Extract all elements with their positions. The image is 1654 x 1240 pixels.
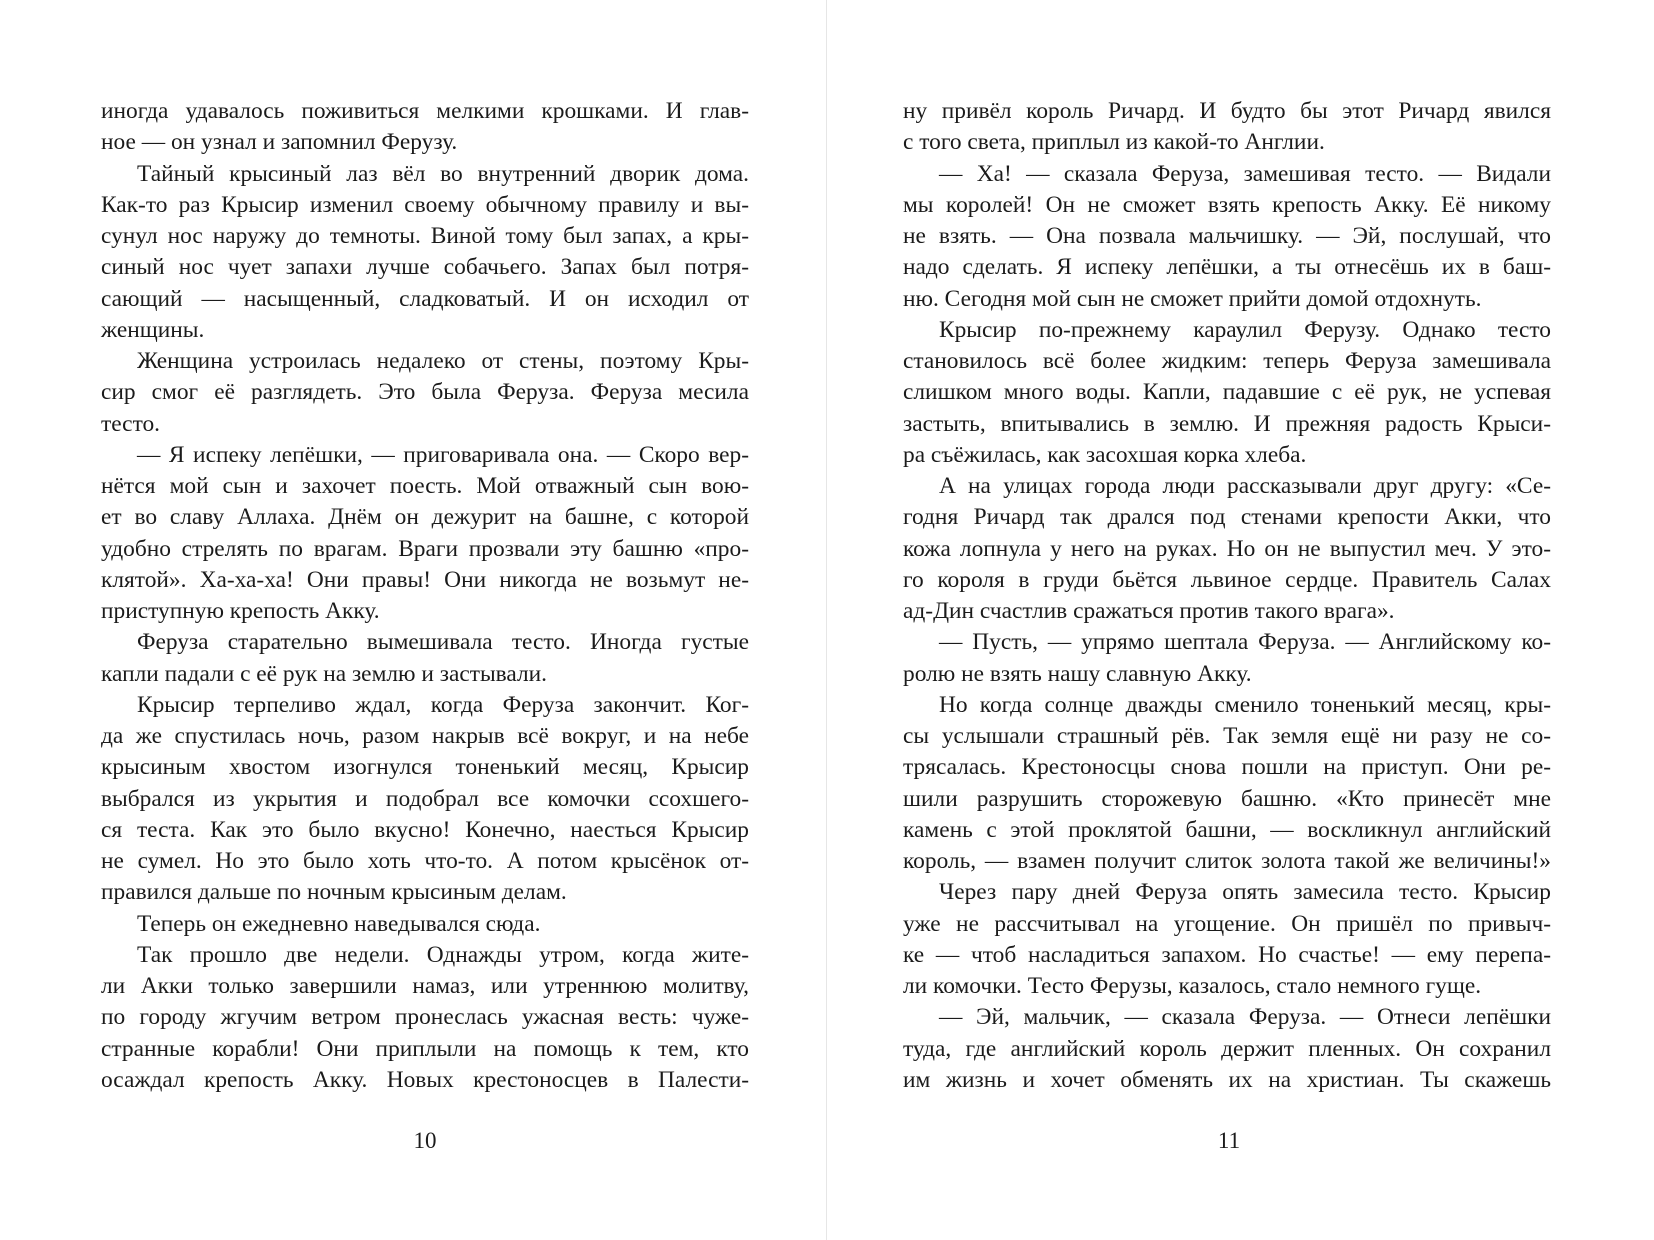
text-line: А на улицах города люди рассказывали друг другу: «Се-	[939, 473, 1551, 499]
text-line: с того света, приплыл из какой-то Англии.	[903, 129, 1325, 156]
text-line: не взять. — Она позвала мальчишку. — Эй, послушай, что	[903, 223, 1551, 249]
text-line: клятой». Ха-ха-ха! Они правы! Они никогда не возьмут не-	[101, 566, 749, 593]
right-page	[827, 0, 1654, 1240]
text-line: ное — он узнал и запомнил Ферузу.	[101, 129, 458, 156]
text-line: сающий — насыщенный, сладковатый. И он исходил от	[101, 285, 749, 312]
text-line: иногда удавалось поживиться мелкими крошками. И глав-	[101, 98, 749, 124]
text-line: Тайный крысиный лаз вёл во внутренний дворик дома.	[137, 160, 749, 187]
text-line: Теперь он ежедневно наведывался сюда.	[137, 910, 541, 937]
text-line: осаждал крепость Акку. Новых крестоносцев в Палести-	[101, 1066, 749, 1093]
text-line: Так прошло две недели. Однажды утром, когда жите-	[137, 941, 749, 968]
text-line: ли Акки только завершили намаз, или утреннюю молитву,	[101, 973, 749, 999]
text-line: становилось всё более жидким: теперь Феруза замешивала	[903, 348, 1551, 374]
text-line: ра съёжилась, как засохшая корка хлеба.	[903, 441, 1307, 468]
text-line: ад-Дин счастлив сражаться против такого врага».	[903, 598, 1395, 624]
text-line: не сумел. Но это было хоть что-то. А потом крысёнок от-	[101, 848, 749, 874]
text-line: слишком много воды. Капли, падавшие с её рук, не успевая	[903, 379, 1551, 406]
text-line: крысиным хвостом изогнулся тоненький месяц, Крысир	[101, 754, 749, 781]
text-line: выбрался из укрытия и подобрал все комочки ссохшего-	[101, 785, 749, 812]
text-line: ролю не взять нашу славную Акку.	[903, 660, 1252, 687]
text-line: ся теста. Как это было вкусно! Конечно, наесться Крысир	[101, 816, 749, 843]
text-line: сы услышали страшный рёв. Так земля ещё ни разу не со-	[903, 723, 1551, 749]
text-line: — Я испеку лепёшки, — приговаривала она. — Скоро вер-	[137, 441, 749, 468]
left-page-number: 10	[413, 1128, 437, 1153]
text-line: Женщина устроилась недалеко от стены, поэтому Кры-	[137, 348, 749, 374]
text-line: мы королей! Он не сможет взять крепость Акку. Её никому	[903, 191, 1551, 218]
text-line: уже не рассчитывал на угощение. Он пришёл по привыч-	[903, 910, 1551, 937]
text-line: нётся мой сын и захочет поесть. Мой отважный сын вою-	[101, 473, 749, 499]
text-line: — Ха! — сказала Феруза, замешивая тесто. — Видали	[939, 160, 1551, 187]
text-line: да же спустилась ночь, разом накрыв всё вокруг, и на небе	[101, 723, 749, 749]
text-line: им жизнь и хочет обменять их на христиан. Ты скажешь	[903, 1066, 1551, 1093]
text-line: туда, где английский король держит пленных. Он сохранил	[903, 1035, 1551, 1062]
text-line: правился дальше по ночным крысиным делам.	[101, 879, 567, 906]
text-line: застыть, впитывались в землю. И прежняя радость Крыси-	[903, 410, 1551, 437]
text-line: король, — взамен получит слиток золота такой же величины!»	[903, 848, 1551, 874]
text-line: Через пару дней Феруза опять замесила тесто. Крысир	[939, 879, 1551, 906]
text-line: по городу жгучим ветром пронеслась ужасная весть: чуже-	[101, 1004, 749, 1031]
text-line: — Эй, мальчик, — сказала Феруза. — Отнеси лепёшки	[939, 1004, 1551, 1031]
right-page-number: 11	[1217, 1128, 1241, 1153]
text-line: ли комочки. Тесто Ферузы, казалось, стало немного гуще.	[903, 973, 1482, 999]
text-line: кожа лопнула у него на руках. Но он не выпустил меч. У это-	[903, 535, 1551, 562]
text-line: — Пусть, — упрямо шептала Феруза. — Английскому ко-	[939, 629, 1551, 656]
text-line: Крысир по-прежнему караулил Ферузу. Однако тесто	[939, 316, 1551, 343]
text-line: Крысир терпеливо ждал, когда Феруза закончит. Ког-	[137, 691, 749, 718]
text-line: трясалась. Крестоносцы снова пошли на приступ. Они ре-	[903, 754, 1551, 781]
text-line: ню. Сегодня мой сын не сможет прийти домой отдохнуть.	[903, 285, 1482, 312]
text-line: шили разрушить сторожевую башню. «Кто принесёт мне	[903, 785, 1551, 812]
text-line: Феруза старательно вымешивала тесто. Иногда густые	[137, 629, 749, 656]
text-line: ет во славу Аллаха. Днём он дежурит на башне, с которой	[101, 504, 749, 531]
text-line: синый нос чует запахи лучше собачьего. Запах был потря-	[101, 254, 749, 281]
text-line: годня Ричард так дрался под стенами крепости Акки, что	[903, 504, 1551, 531]
text-line: странные корабли! Они приплыли на помощь к тем, кто	[101, 1035, 749, 1062]
text-line: камень с этой проклятой башни, — воскликнул английский	[903, 816, 1551, 843]
text-line: Но когда солнце дважды сменило тоненький месяц, кры-	[939, 691, 1551, 718]
text-line: удобно стрелять по врагам. Враги прозвали эту башню «про-	[101, 535, 749, 562]
text-line: го короля в груди бьётся львиное сердце. Правитель Салах	[903, 566, 1551, 593]
right-page-text	[903, 96, 1551, 1096]
text-line: сир смог её разглядеть. Это была Феруза. Феруза месила	[101, 379, 749, 406]
left-page-text	[101, 96, 749, 1096]
text-line: Как-то раз Крысир изменил своему обычному правилу и вы-	[101, 191, 749, 218]
text-line: капли падали с её рук на землю и застывали.	[101, 660, 548, 687]
text-line: женщины.	[101, 316, 205, 343]
text-line: ну привёл король Ричард. И будто бы этот Ричард явился	[903, 98, 1551, 124]
text-line: надо сделать. Я испеку лепёшки, а ты отнесёшь их в баш-	[903, 254, 1551, 281]
text-line: тесто.	[101, 410, 161, 437]
text-line: приступную крепость Акку.	[101, 598, 380, 624]
text-line: ке — чтоб насладиться запахом. Но счастье! — ему перепа-	[903, 941, 1551, 968]
text-line: сунул нос наружу до темноты. Виной тому был запах, а кры-	[101, 223, 749, 249]
